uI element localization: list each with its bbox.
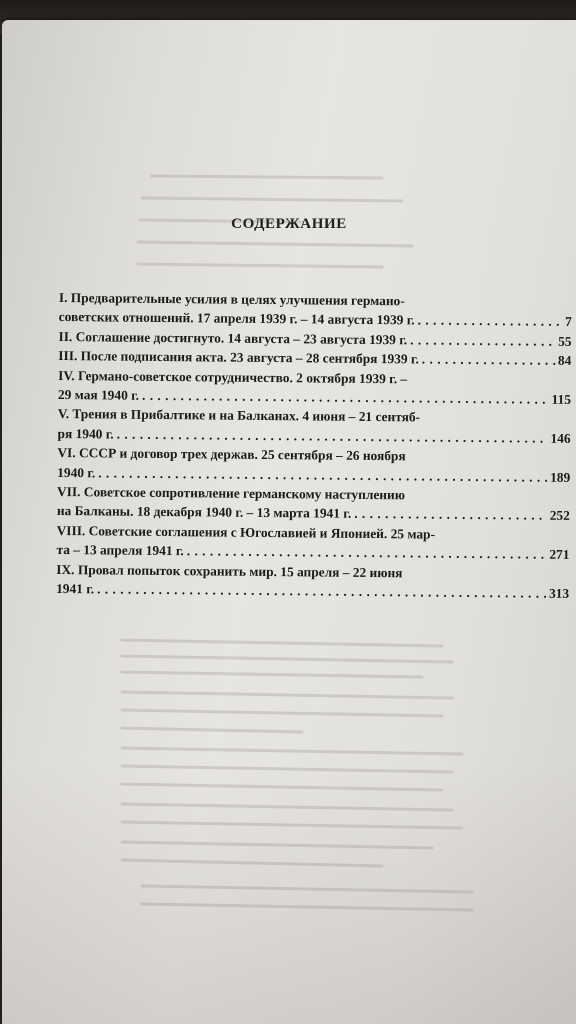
toc-entry-7 [57,482,570,526]
toc-entry-title: VI. СССР и договор трех держав. 25 сентября – 26 ноября [57,445,406,464]
toc-entry-title: III. После подписания акта. 23 августа – 28 сентября 1939 г. [58,348,419,367]
toc-entry-title: VIII. Советские соглашения с Югославией и Японией. 25 мар- [56,522,436,542]
toc-entry-title-cont: 29 мая 1940 г. [57,387,140,403]
dot-leader [422,350,555,371]
page-title: СОДЕРЖАНИЕ [231,216,347,232]
toc-entry-title: I. Предварительные усилия в целях улучшения германо- [58,289,405,309]
toc-page-number: 271 [549,547,570,563]
toc-entry-title-cont: ря 1940 г. [57,425,114,442]
toc-entry-title-cont: 1941 г. [56,581,95,597]
toc-entry-title: IX. Провал попыток сохранить мир. 15 апреля – 22 июня [56,561,403,580]
toc-entry-9 [56,560,569,604]
toc-page-number: 189 [550,469,571,485]
toc-page-number: 7 [564,314,572,330]
toc-entry-6 [57,443,570,487]
toc-entry-title-cont: советских отношений. 17 апреля 1939 г. – 14 августа 1939 г. [58,309,415,328]
toc-entry-title: VII. Советское сопротивление германскому наступлению [56,484,406,503]
book-page [2,20,576,1024]
toc-page-number: 84 [557,353,572,369]
toc-entry-title: II. Соглашение достигнуто. 14 августа – 23 августа 1939 г. [58,328,408,348]
dot-leader [354,504,547,525]
toc-entry-title: V. Трения в Прибалтике и на Балканах. 4 июня – 21 сентяб- [57,406,421,425]
toc-entry-title-cont: та – 13 апреля 1941 г. [56,542,184,559]
toc-entry-5 [58,404,571,448]
dot-leader [410,330,555,351]
toc-page-number: 146 [550,430,571,446]
toc-entry-1 [59,288,572,332]
toc-page-number: 115 [551,391,572,407]
toc-entry-4 [58,366,571,410]
toc-entry-title-cont: 1940 г. [57,464,96,481]
dot-leader [97,579,546,603]
toc-page-number: 252 [549,508,570,524]
toc-page-number: 313 [548,585,570,602]
table-of-contents [56,288,572,603]
toc-page-number: 55 [558,333,572,349]
toc-entry-title: IV. Германо-советское сотрудничество. 2 октября 1939 г. – [58,367,408,386]
dot-leader [418,311,563,332]
toc-entry-8 [56,521,569,565]
toc-entry-title-cont: на Балканы. 18 декабря 1940 г. – 13 марта 1941 г. [56,503,352,522]
